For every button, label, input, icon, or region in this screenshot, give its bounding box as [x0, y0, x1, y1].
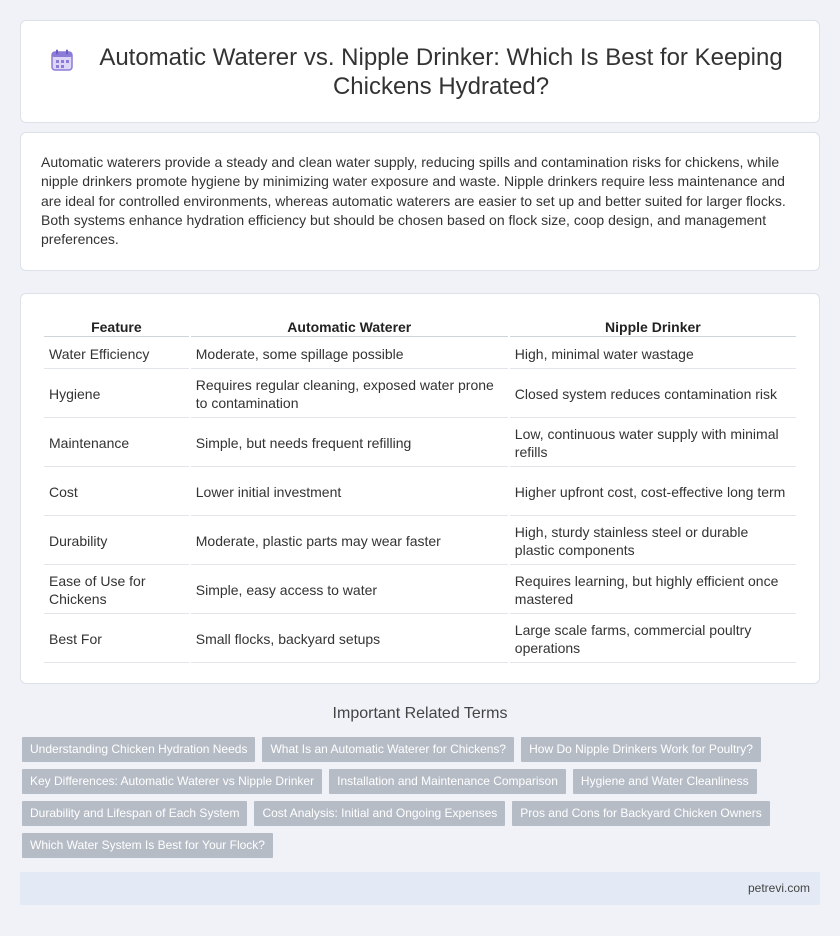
- table-row: [44, 371, 796, 418]
- automatic-waterer-cell: Moderate, plastic parts may wear faster: [191, 518, 508, 565]
- feature-cell: Maintenance: [44, 420, 189, 467]
- nipple-drinker-cell: Large scale farms, commercial poultry operations: [510, 616, 796, 663]
- intro-text: Automatic waterers provide a steady and clean water supply, reducing spills and contamination risks for chickens, while nipple drinkers promote hygiene by minimizing water exposure and waste. Nipple drinkers require less maintenance and are ideal for controlled environments, whereas automatic waterers are easier to set up and better suited for larger flocks. Both systems enhance hydration efficiency but should be chosen based on flock size, coop design, and management preferences.: [41, 154, 786, 248]
- nipple-drinker-cell: Low, continuous water supply with minimal refills: [510, 420, 796, 467]
- feature-cell: Cost: [44, 469, 189, 516]
- related-term-tag[interactable]: How Do Nipple Drinkers Work for Poultry?: [521, 737, 761, 762]
- footer: [20, 872, 820, 905]
- automatic-waterer-cell: Lower initial investment: [191, 469, 508, 516]
- feature-cell: Water Efficiency: [44, 339, 189, 369]
- feature-cell: Durability: [44, 518, 189, 565]
- automatic-waterer-cell: Simple, but needs frequent refilling: [191, 420, 508, 467]
- table-row: [44, 469, 796, 516]
- column-header-nipple-drinker: Nipple Drinker: [510, 314, 796, 337]
- related-term-tag[interactable]: Cost Analysis: Initial and Ongoing Expenses: [254, 801, 505, 826]
- automatic-waterer-cell: Requires regular cleaning, exposed water prone to contamination: [191, 371, 508, 418]
- column-header-automatic-waterer: Automatic Waterer: [191, 314, 508, 337]
- nipple-drinker-cell: High, sturdy stainless steel or durable plastic components: [510, 518, 796, 565]
- table-row: [44, 420, 796, 467]
- related-term-tag[interactable]: Pros and Cons for Backyard Chicken Owners: [512, 801, 769, 826]
- related-term-tag[interactable]: Key Differences: Automatic Waterer vs Nipple Drinker: [22, 769, 322, 794]
- table-header-row: [44, 314, 796, 337]
- automatic-waterer-cell: Small flocks, backyard setups: [191, 616, 508, 663]
- nipple-drinker-cell: Higher upfront cost, cost-effective long term: [510, 469, 796, 516]
- nipple-drinker-cell: Closed system reduces contamination risk: [510, 371, 796, 418]
- nipple-drinker-cell: Requires learning, but highly efficient once mastered: [510, 567, 796, 614]
- nipple-drinker-cell: High, minimal water wastage: [510, 339, 796, 369]
- related-term-tag[interactable]: What Is an Automatic Waterer for Chickens?: [262, 737, 514, 762]
- table-row: [44, 616, 796, 663]
- feature-cell: Best For: [44, 616, 189, 663]
- related-term-tag[interactable]: Which Water System Is Best for Your Flock?: [22, 833, 273, 858]
- feature-cell: Hygiene: [44, 371, 189, 418]
- calendar-icon: [51, 49, 73, 71]
- automatic-waterer-cell: Moderate, some spillage possible: [191, 339, 508, 369]
- comparison-table: [42, 312, 798, 665]
- feature-cell: Ease of Use for Chickens: [44, 567, 189, 614]
- table-row: [44, 518, 796, 565]
- related-terms-title: Important Related Terms: [332, 705, 508, 722]
- related-term-tag[interactable]: Hygiene and Water Cleanliness: [573, 769, 757, 794]
- title-card: [20, 20, 820, 123]
- automatic-waterer-cell: Simple, easy access to water: [191, 567, 508, 614]
- title-wrap: [21, 43, 819, 101]
- table-row: [44, 567, 796, 614]
- related-term-tag[interactable]: Durability and Lifespan of Each System: [22, 801, 247, 826]
- page-title: Automatic Waterer vs. Nipple Drinker: Which Is Best for Keeping Chickens Hydrated?: [99, 43, 783, 100]
- related-terms-list: [22, 737, 822, 865]
- comparison-table-card: [20, 293, 820, 684]
- footer-site-link[interactable]: petrevi.com: [747, 881, 810, 895]
- related-term-tag[interactable]: Installation and Maintenance Comparison: [329, 769, 566, 794]
- related-term-tag[interactable]: Understanding Chicken Hydration Needs: [22, 737, 255, 762]
- column-header-feature: Feature: [44, 314, 189, 337]
- table-row: [44, 339, 796, 369]
- intro-card: [20, 132, 820, 271]
